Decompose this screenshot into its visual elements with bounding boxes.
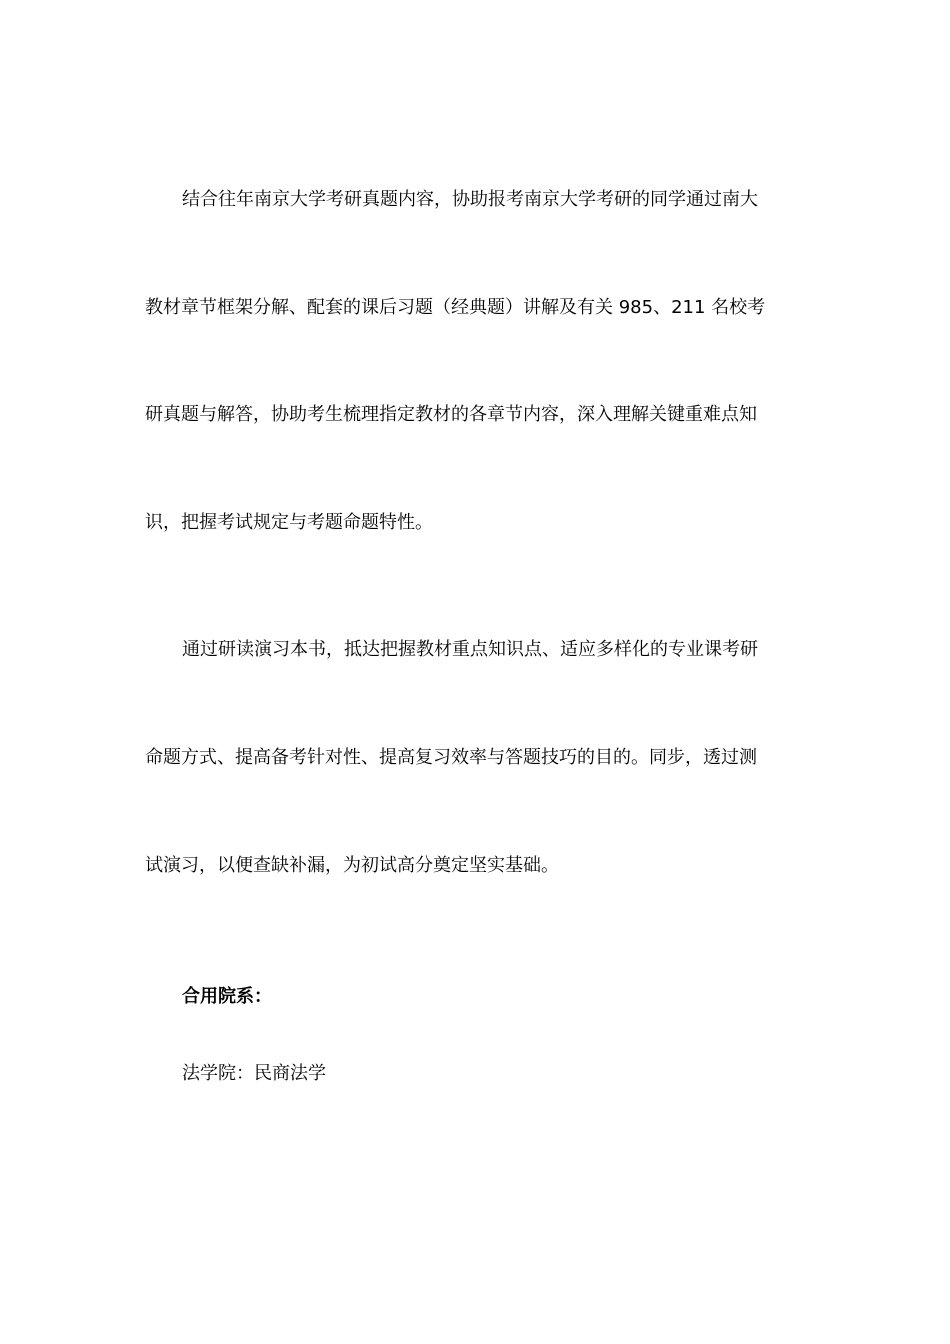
paragraph-1-line-4: 识，把握考试规定与考题命题特性。 bbox=[145, 512, 433, 533]
paragraph-2-line-1: 通过研读演习本书，抵达把握教材重点知识点、适应多样化的专业课考研 bbox=[182, 639, 758, 660]
paragraph-2-line-2: 命题方式、提高备考针对性、提高复习效率与答题技巧的目的。同步，透过测 bbox=[145, 747, 757, 768]
applicable-departments-heading: 合用院系： bbox=[182, 986, 272, 1007]
department-entry: 法学院：民商法学 bbox=[182, 1063, 326, 1084]
paragraph-1-line-2: 教材章节框架分解、配套的课后习题（经典题）讲解及有关 985、211 名校考 bbox=[145, 297, 766, 318]
paragraph-1-line-3: 研真题与解答，协助考生梳理指定教材的各章节内容，深入理解关键重难点知 bbox=[145, 404, 757, 425]
paragraph-2-line-3: 试演习，以便查缺补漏，为初试高分奠定坚实基础。 bbox=[145, 855, 559, 876]
paragraph-1-line-1: 结合往年南京大学考研真题内容，协助报考南京大学考研的同学通过南大 bbox=[182, 189, 758, 210]
